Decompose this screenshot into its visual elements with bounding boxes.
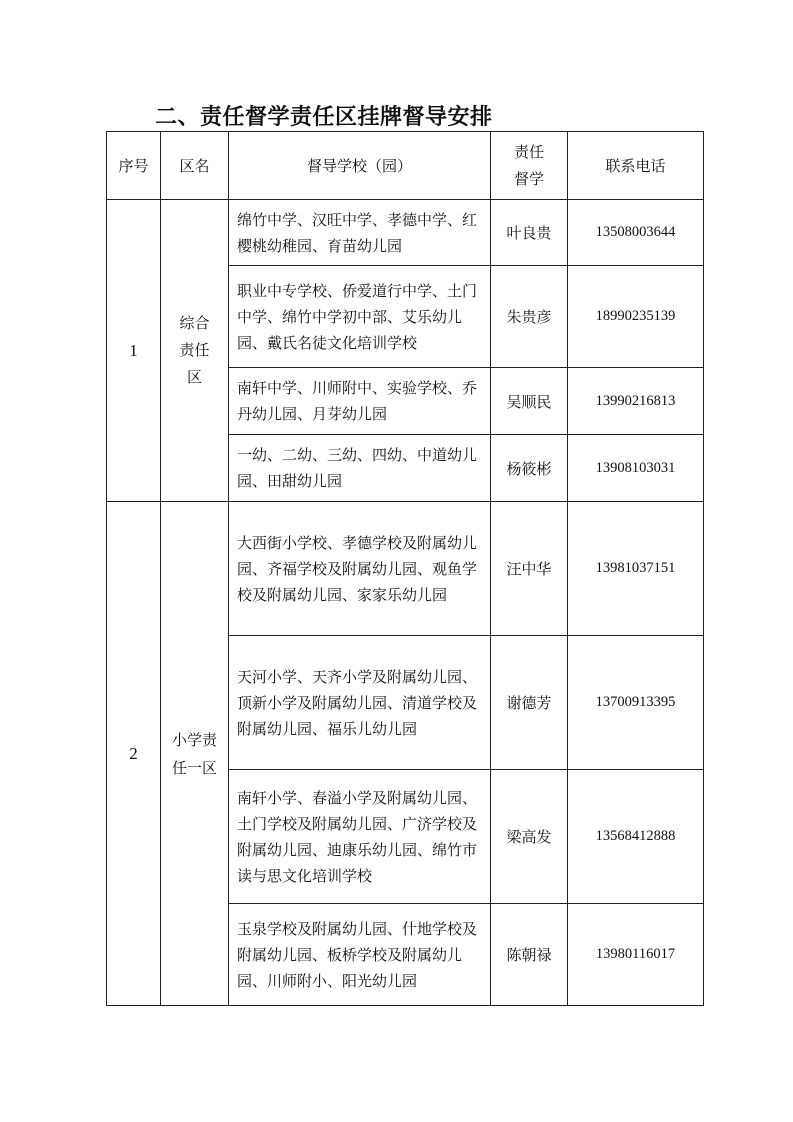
supervisor-cell: 杨筱彬 — [491, 435, 568, 502]
group-district: 小学责任一区 — [161, 502, 229, 1006]
phone-cell: 13568412888 — [568, 770, 704, 904]
schools-cell: 南轩中学、川师附中、实验学校、乔丹幼儿园、月芽幼儿园 — [229, 368, 491, 435]
schools-cell: 玉泉学校及附属幼儿园、什地学校及附属幼儿园、板桥学校及附属幼儿园、川师附小、阳光幼儿园 — [229, 904, 491, 1006]
header-row — [107, 132, 704, 200]
page-title: 二、责任督学责任区挂牌督导安排 — [155, 105, 493, 130]
header-schools: 督导学校（园） — [229, 132, 491, 200]
phone-cell: 13981037151 — [568, 502, 704, 636]
phone-cell: 13908103031 — [568, 435, 704, 502]
header-district: 区名 — [161, 132, 229, 200]
group-seq: 2 — [107, 502, 161, 1006]
phone-cell: 13980116017 — [568, 904, 704, 1006]
schools-cell: 天河小学、天齐小学及附属幼儿园、顶新小学及附属幼儿园、清道学校及附属幼儿园、福乐儿幼儿园 — [229, 636, 491, 770]
supervisor-cell: 陈朝禄 — [491, 904, 568, 1006]
phone-cell: 13700913395 — [568, 636, 704, 770]
group-seq: 1 — [107, 200, 161, 502]
schools-cell: 一幼、二幼、三幼、四幼、中道幼儿园、田甜幼儿园 — [229, 435, 491, 502]
schools-cell: 南轩小学、春溢小学及附属幼儿园、土门学校及附属幼儿园、广济学校及附属幼儿园、迪康乐幼儿园、绵竹市读与思文化培训学校 — [229, 770, 491, 904]
supervision-table — [106, 131, 704, 1006]
supervisor-cell: 吴顺民 — [491, 368, 568, 435]
supervisor-cell: 叶良贵 — [491, 200, 568, 266]
phone-cell: 13508003644 — [568, 200, 704, 266]
schools-cell: 绵竹中学、汉旺中学、孝德中学、红樱桃幼稚园、育苗幼儿园 — [229, 200, 491, 266]
supervisor-cell: 梁高发 — [491, 770, 568, 904]
phone-cell: 18990235139 — [568, 266, 704, 368]
schools-cell: 职业中专学校、侨爱道行中学、土门中学、绵竹中学初中部、艾乐幼儿园、戴氏名徒文化培训学校 — [229, 266, 491, 368]
supervisor-cell: 朱贵彦 — [491, 266, 568, 368]
table-row — [107, 200, 704, 266]
schools-cell: 大西街小学校、孝德学校及附属幼儿园、齐福学校及附属幼儿园、观鱼学校及附属幼儿园、家家乐幼儿园 — [229, 502, 491, 636]
table-row — [107, 502, 704, 636]
header-seq: 序号 — [107, 132, 161, 200]
header-phone: 联系电话 — [568, 132, 704, 200]
supervisor-cell: 汪中华 — [491, 502, 568, 636]
group-district: 综合责任区 — [161, 200, 229, 502]
header-supervisor: 责任督学 — [491, 132, 568, 200]
supervisor-cell: 谢德芳 — [491, 636, 568, 770]
phone-cell: 13990216813 — [568, 368, 704, 435]
